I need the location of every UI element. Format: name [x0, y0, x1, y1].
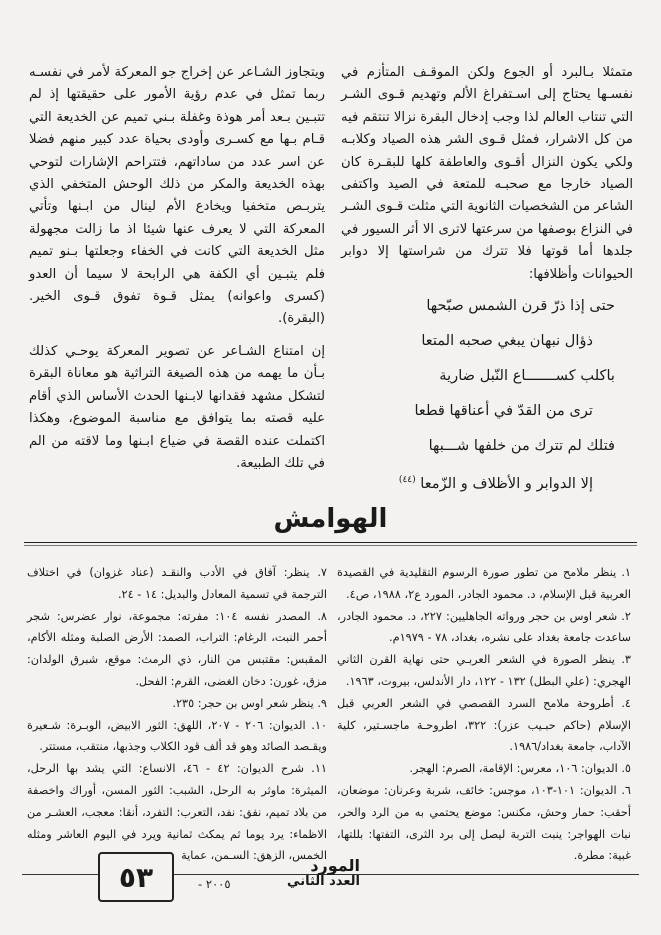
footnote: ٧. ينظر: آفاق في الأدب والنقـد (عناد غزوان) في اختلاف الترجمة في تسمية المعادل والبديل: ١٤ - ٢٤. — [27, 566, 327, 601]
journal-issue: العدد الثاني — [287, 874, 360, 889]
footnote: ٥. الديوان: ١٠٦، معرس: الإقامة، الصرم: الهجر. — [409, 762, 631, 776]
right-paragraph: متمثلا بـالبرد أو الجوع ولكن الموقـف المتأزم في نفسـها يحتاج إلى اسـتفراغ الألم وتهديم قـوى الشـر التي تنتاب العالم لذا وجب إدخال البقرة نزالا تنتقم فيه من كل الاشرار، فمثل قـوى الشر هذه الصياد وكلابـه ولكي يكون النزال أقـوى والعاطفة كلها للبقـرة كان الصياد خارجا مع صحبـه للمتعة في الصيد واكتفى الشاعر من الشخصيات الثانوية التي مثلت قـوى الشـر في النزاع بوصفها من سرعتها لاترى الا أثر السيور في جلدها أما قوتها فلا تترك من شراستها إلا دوابر الحيوانات وأظلافها: — [341, 65, 633, 282]
section-title-wrap — [0, 504, 661, 534]
footnote: ٩. ينظر شعر اوس بن حجر: ٢٣٥. — [172, 696, 327, 710]
poem-line — [341, 463, 615, 501]
poem-line: فتلك لم تترك من خلفها شـــبها — [428, 437, 615, 455]
poem — [341, 288, 615, 501]
footnote: ٤. أطروحة ملامح السرد القصصي في الشعر العربي قبل الإسلام (حاكم حبـيب عزر): ٣٢٢، اطروحـة ماجسـتير، كلية الآداب، جامعة بغداد/١٩٨٦. — [337, 696, 631, 754]
footnotes-left — [27, 562, 327, 867]
footnote: ٣. ينظر الصورة في الشعر العربـي حتى نهاية القرن الثاني الهجري: (علي البطل) ١٣٢ - ١٢٢، دار الأندلس، بيروت، ١٩٦٣. — [337, 653, 631, 688]
page-number: ٥٣ — [98, 852, 174, 902]
footnote: ١١. شرح الديوان: ٤٢ - ٤٦، الانساع: التي يشد بها الرحل، الميثرة: ماوثر به الرحل، الشبب: الثور المسن، أوراك واخصفة من بلاد تميم، نفق: نفد، التعرب: التفرد، أنقا: معجب، العشـر من الاظماء: يرد يوما ثم يمكث ثمانية ويرد في اليوم العاشر ومثله الخمس، الزهق: السـمن، عماية — [27, 762, 327, 863]
footnote: ٦. الديوان: ١٠١-١٠٣، موجس: خائف، شربة وعرنان: موضعان، أحقب: حمار وحش، مكنس: موضع يحتمي به من الرد والحر، نبات الهواجر: ينبت التربة ليصل إلى برد الثرى، التفتها: بللتها، غبية: مطرة. — [337, 783, 631, 863]
poem-line-text: إلا الدوابر و الأظلاف و الزّمعا — [420, 474, 593, 492]
journal-name: المورد — [310, 856, 360, 875]
section-title: الهوامش — [273, 504, 388, 534]
footnotes-right — [337, 562, 631, 867]
left-paragraph-2: إن امتناع الشـاعر عن تصوير المعركة يوحـي كذلك بـأن ما يهمه من هذه الصيغة التراثية هو معاناة البقرة لتشكل مشهد فقدانها لابـنها الحدث الأساس الذي أقام عليه قصته بما يتوافق مع مناسبة الموضوع، وهكذا اكتملت عنده القصة في ضياع ابـنها وما لاقته من الم في تلك الطبيعة. — [29, 343, 325, 471]
poem-line: حتى إذا ذرّ قرن الشمس صبّحها — [426, 297, 615, 315]
poem-reference: (٤٤) — [398, 475, 416, 486]
poem-line: ذؤال نبهان يبغي صحبه المتعا — [421, 332, 593, 350]
footnote: ١. ينظر ملامح من تطور صورة الرسوم التقليدية في القصيدة العربية قبل الإسلام، د. محمود الجادر، المورد ع٢، ١٩٨٨، ص٤. — [337, 566, 631, 601]
poem-line: باكلب كســـــــاع النّبل ضارية — [439, 367, 615, 385]
footnote: ١٠. الديوان: ٢٠٦ - ٢٠٧، اللهق: الثور الابيض، الوبـرة: شـعيرة ويقـصد الصائد وهو قد ألف قود الكلاب وجذبها، منتقب، مستتر. — [27, 718, 327, 754]
left-column — [29, 62, 325, 475]
footnote: ٨. المصدر نفسه ١٠٤: مفرته: مجموعة، نوار عضرس: شجر أحمر النبت، الرغام: التراب، الصمد: الأرض الصلبة ومثله الأكام، المقبس: مقتبس من النار، ذي الرمث: موقع، شبرق الولدان: مزق، غورن: دخان الغضى، القرم: الفحل. — [27, 609, 327, 688]
journal-masthead — [240, 858, 360, 890]
right-column — [341, 62, 633, 501]
left-paragraph-1: ويتجاوز الشـاعر عن إخراج جو المعركة لأمر في نفسـه ربما تمثل في عدم رؤية الأمور على حقيقتها إذ لم تتبـين بـعد أمر هوذة وغفلة بـني تميم عن الخديعة التي قـام بـها مع كسـرى وأودى بحياة عدد كبير منهم فضلا عن اسر عدد من ساداتهم، فتتراحم الإشارات لتوحي بهذه الخديعة والمكر من ذلك الوحش المتخفي الذي يتربـص متخفيا ويخادع الأم لينال من ابـنها وتأتي المعركة التي لا يعرف عنها شيئا اذ ما زالت مجهولة مثل الخديعة التي كانت في الخفاء وجعلتها بـنو تميم فلم يتبـين أي الكفة هي الرابحة لا سيما أن العدو (كسرى واعوانه) يمثل قـوة تفوق قـوى الخير. (البقرة). — [29, 65, 325, 327]
footnote: ٢. شعر اوس بن حجر ورواته الجاهليين: ٢٢٧، د. محمود الجادر، ساعدت جامعة بغداد على نشره، بغداد، ٧٨ - ١٩٧٩م. — [337, 609, 631, 645]
issue-year: ٢٠٠٥ - — [198, 877, 231, 891]
poem-line: ترى من القدّ في أعناقها قطعا — [414, 402, 593, 420]
section-divider — [24, 542, 637, 546]
